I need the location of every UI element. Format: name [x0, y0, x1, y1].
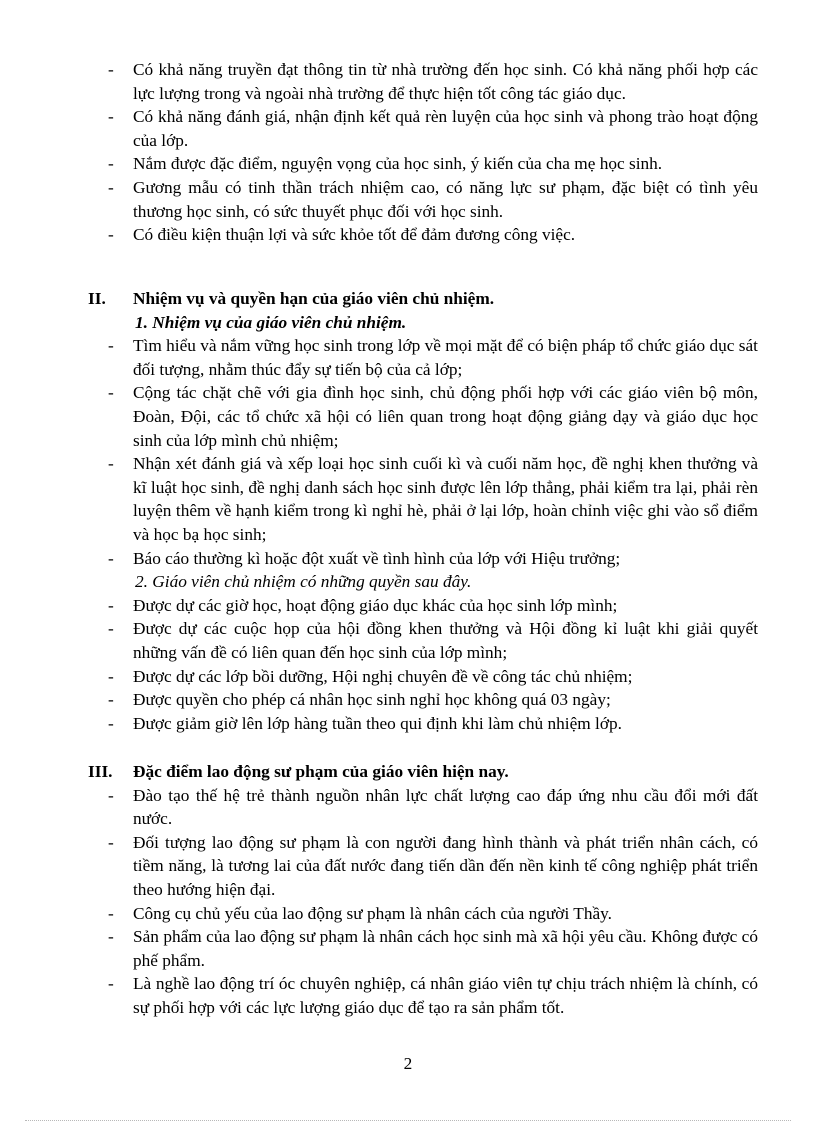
section-2-title: Nhiệm vụ và quyền hạn của giáo viên chủ nhiệm.: [133, 289, 495, 308]
list-item: - Được dự các giờ học, hoạt động giáo dục khác của học sinh lớp mình;: [108, 595, 618, 615]
list-item: - Sản phẩm của lao động sư phạm là nhân cách học sinh mà xã hội yêu cầu. Không được có phế phẩm.: [108, 927, 758, 970]
list-item: - Được giảm giờ lên lớp hàng tuần theo qui định khi làm chủ nhiệm lớp.: [108, 713, 622, 733]
list-item: - Báo cáo thường kì hoặc đột xuất về tình hình của lớp với Hiệu trưởng;: [108, 548, 621, 568]
list-item: - Được dự các lớp bồi dưỡng, Hội nghị chuyên đề về công tác chủ nhiệm;: [108, 666, 633, 686]
list-item: - Nắm được đặc điểm, nguyện vọng của học sinh, ý kiến của cha mẹ học sinh.: [108, 154, 663, 174]
page-number: 2: [403, 1054, 413, 1073]
section-3-title: Đặc điểm lao động sư phạm của giáo viên hiện nay.: [133, 762, 509, 781]
section-2: [88, 287, 758, 735]
list-item: - Có khả năng đánh giá, nhận định kết quả rèn luyện của học sinh và phong trào hoạt động của lớp.: [108, 107, 758, 150]
list-item: - Đối tượng lao động sư phạm là con người đang hình thành và phát triển nhân cách, có tiềm năng, là tương lai của đất nước đang tiến dần đến nền kinh tế công nghiệp phát triển theo hướng hiện đại.: [108, 832, 758, 899]
section-2-heading: [88, 287, 758, 311]
list-item: - Nhận xét đánh giá và xếp loại học sinh cuối kì và cuối năm học, đề nghị khen thưởng và kĩ luật học sinh, đề nghị danh sách học sinh được lên lớp thẳng, phải kiểm tra lại, phải rèn luyện thêm về hạnh kiểm trong kì nghỉ hè, phải ở lại lớp, hoàn chỉnh việc ghi vào sổ điểm và học bạ học sinh;: [108, 454, 758, 544]
list-item: - Có khả năng truyền đạt thông tin từ nhà trường đến học sinh. Có khả năng phối hợp các lực lượng trong và ngoài nhà trường để thực hiện tốt công tác giáo dục.: [108, 60, 758, 103]
list-item: - Gương mẫu có tinh thần trách nhiệm cao, có năng lực sư phạm, đặc biệt có tình yêu thương học sinh, có sức thuyết phục đối với học sinh.: [108, 177, 758, 221]
section-2-subheading-2: 2. Giáo viên chủ nhiệm có những quyền sau đây.: [135, 572, 472, 592]
section-3: [88, 760, 758, 1020]
section-3-number: III.: [88, 762, 113, 781]
list-item: - Là nghề lao động trí óc chuyên nghiệp, cá nhân giáo viên tự chịu trách nhiệm là chính, có sự phối hợp với các lực lượng giáo dục để tạo ra sản phẩm tốt.: [108, 974, 758, 1017]
list-item: - Được dự các cuộc họp của hội đồng khen thưởng và Hội đồng kỉ luật khi giải quyết những vấn đề có liên quan đến học sinh của lớp mình;: [108, 619, 758, 662]
section-3-heading: [88, 760, 758, 784]
list-item: - Công cụ chủ yếu của lao động sư phạm là nhân cách của người Thầy.: [108, 903, 612, 923]
list-item: - Đào tạo thế hệ trẻ thành nguồn nhân lực chất lượng cao đáp ứng nhu cầu đổi mới đất nước.: [108, 785, 758, 829]
section-2-number: II.: [88, 289, 106, 308]
list-item: - Được quyền cho phép cá nhân học sinh nghỉ học không quá 03 ngày;: [108, 690, 611, 710]
intro-bullet-list: [88, 58, 758, 247]
list-item: - Cộng tác chặt chẽ với gia đình học sinh, chủ động phối hợp với các giáo viên bộ môn, Đoàn, Đội, các tổ chức xã hội có liên quan trong hoạt động giảng dạy và giáo dục học sinh của lớp mình chủ nhiệm;: [108, 383, 758, 450]
section-2-subheading-1: 1. Nhiệm vụ của giáo viên chủ nhiệm.: [135, 312, 407, 332]
page-bottom-divider: [25, 1120, 791, 1121]
list-item: - Tìm hiểu và nắm vững học sinh trong lớp về mọi mặt để có biện pháp tổ chức giáo dục sát đối tượng, nhằm thúc đẩy sự tiến bộ của cả lớp;: [108, 336, 758, 379]
list-item: - Có điều kiện thuận lợi và sức khỏe tốt để đảm đương công việc.: [108, 225, 576, 245]
